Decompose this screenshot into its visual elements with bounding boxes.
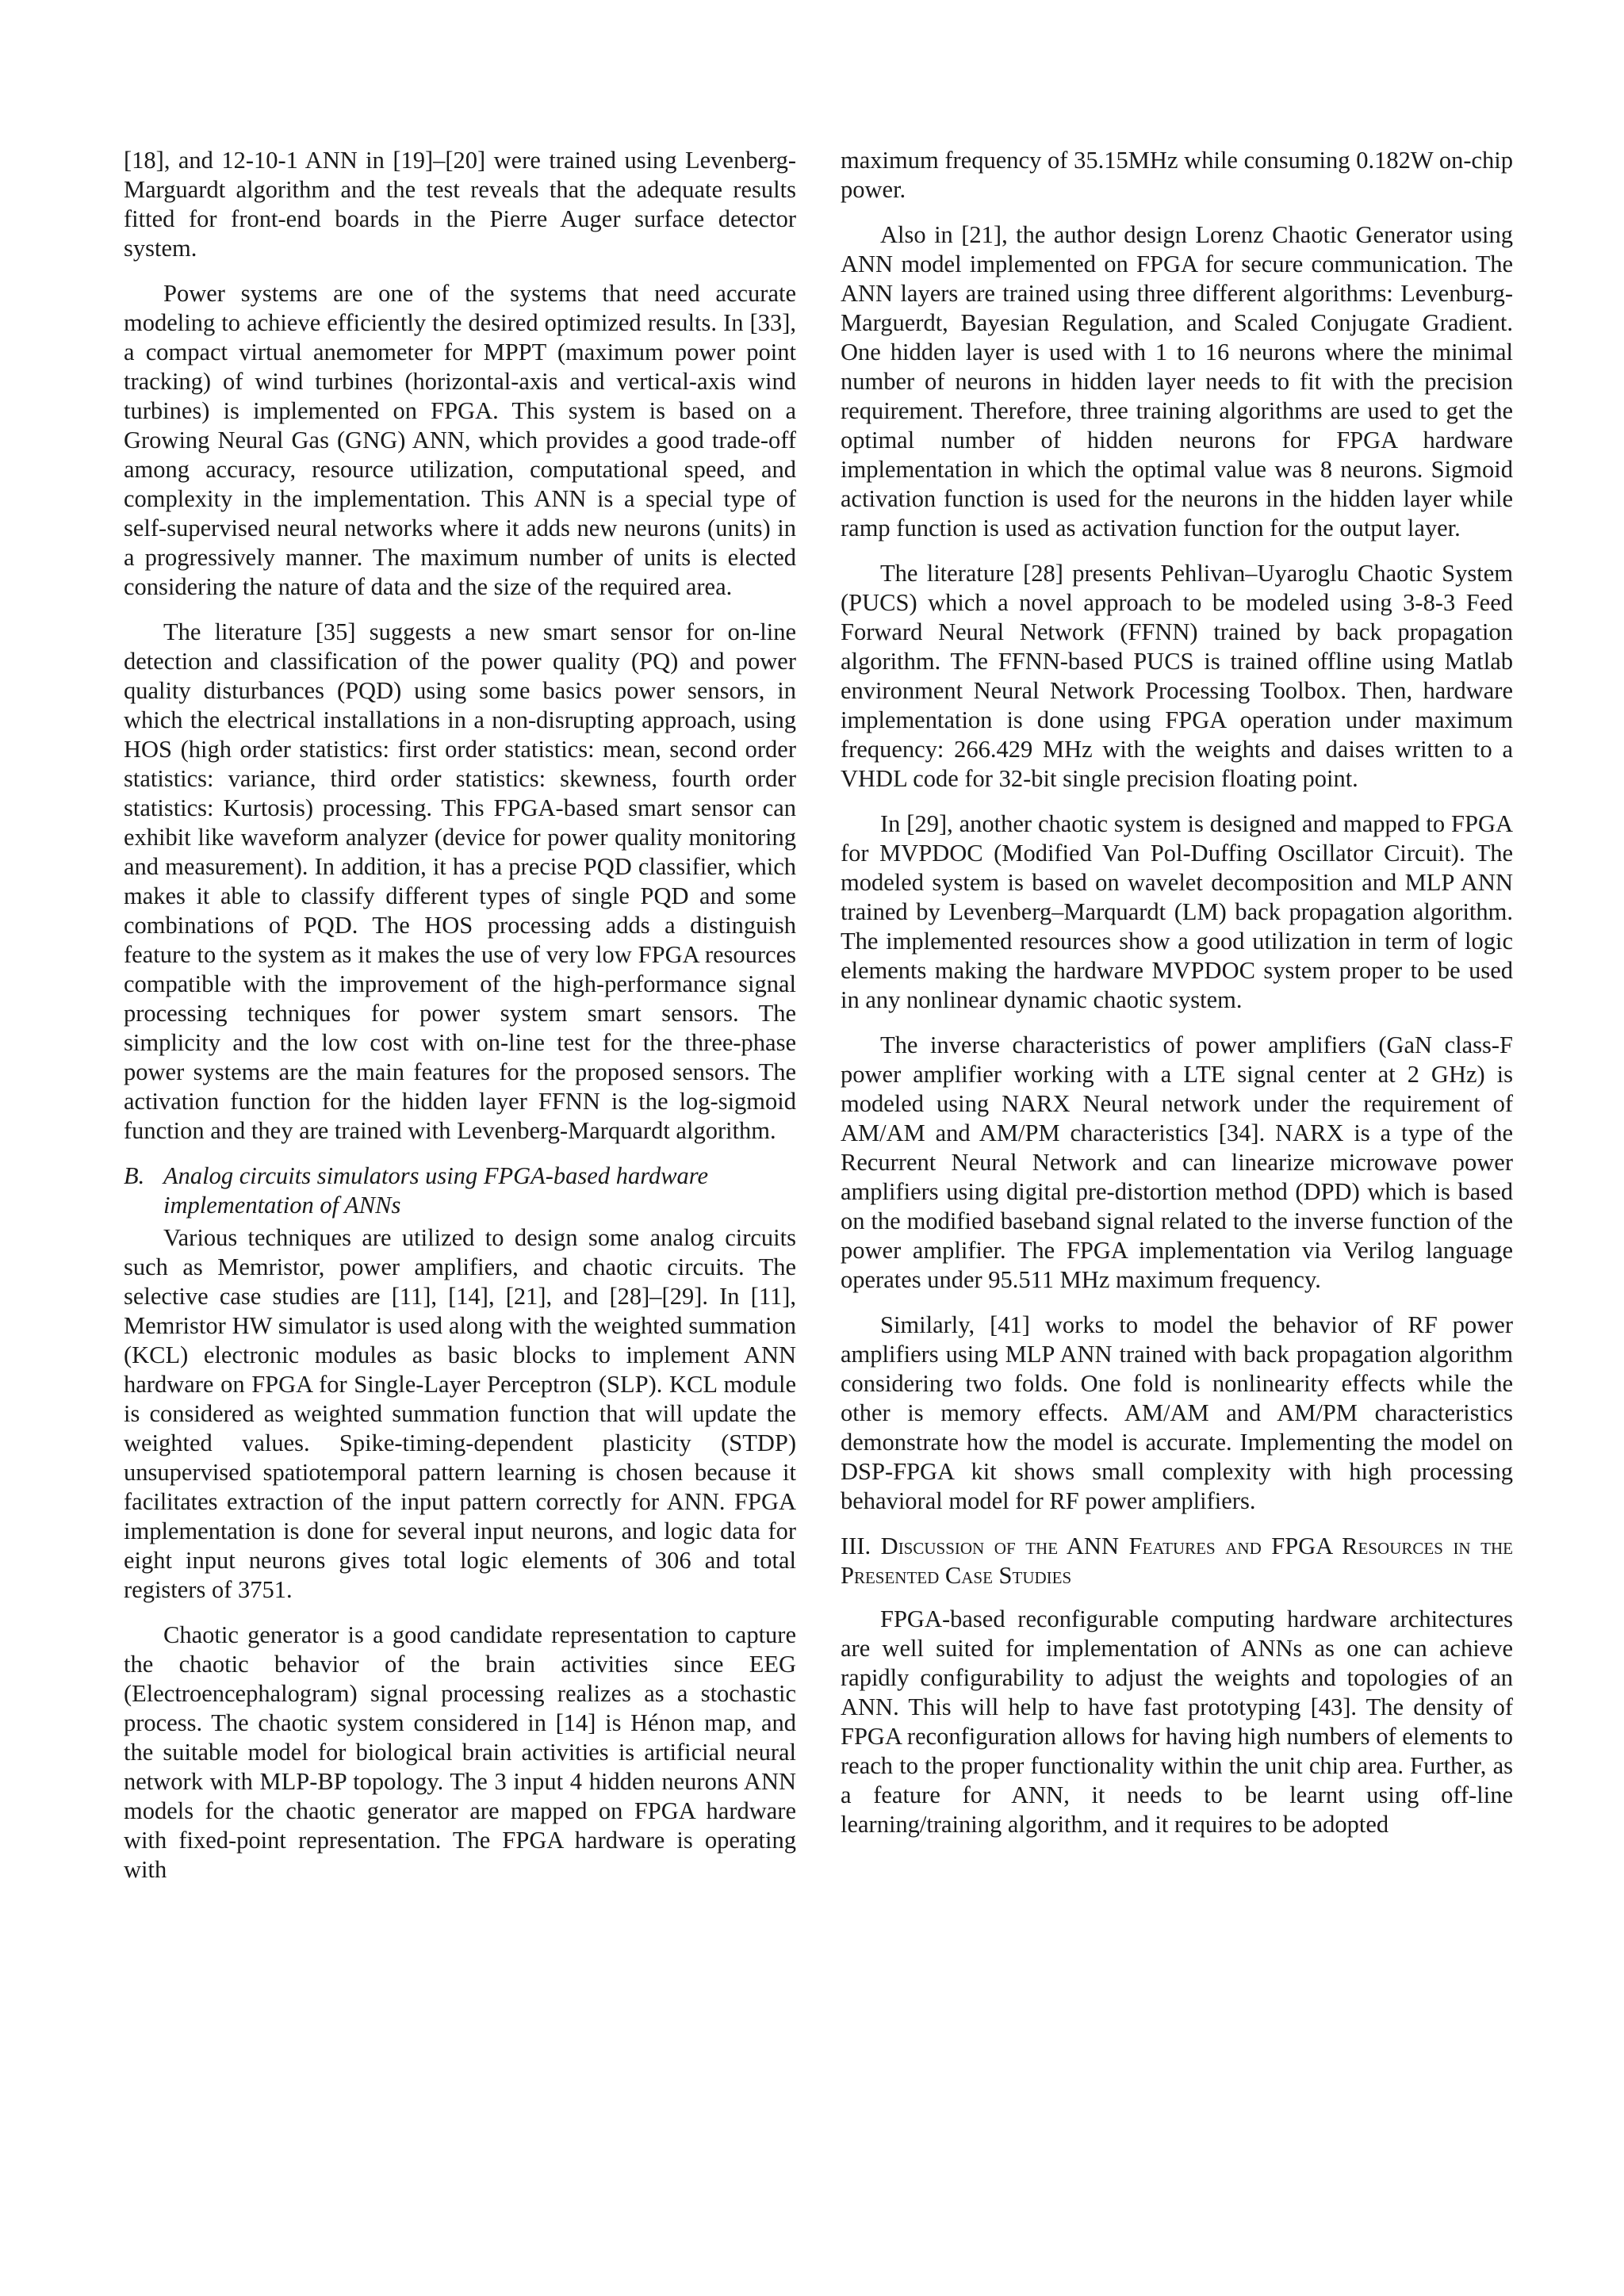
left-column (124, 146, 796, 1885)
subsection-title: Analog circuits simulators using FPGA-based hardware implementation of ANNs (163, 1162, 709, 1219)
paragraph-left-2: Power systems are one of the systems that need accurate modeling to achieve efficiently the desired optimized results. In [33], a compact virtual anemometer for MPPT (maximum power point tracking) of wind turbines (horizontal-axis and vertical-axis wind turbines) is implemented on FPGA. This system is based on a Growing Neural Gas (GNG) ANN, which provides a good trade-off among accuracy, resource utilization, computational speed, and complexity in the implementation. This ANN is a special type of self-supervised neural networks where it adds new neurons (units) in a progressively manner. The maximum number of units is elected considering the nature of data and the size of the required area. (124, 280, 796, 600)
paragraph-left-5: Chaotic generator is a good candidate representation to capture the chaotic behavior of the brain activities since EEG (Electroencephalogram) signal processing realizes as a stochastic process. The chaotic system considered in [14] is Hénon map, and the suitable model for biological brain activities is artificial neural network with MLP-BP topology. The 3 input 4 hidden neurons ANN models for the chaotic generator are mapped on FPGA hardware with fixed-point representation. The FPGA hardware is operating with (124, 1621, 796, 1883)
paragraph-left-4: Various techniques are utilized to design some analog circuits such as Memristor, power amplifiers, and chaotic circuits. The selective case studies are [11], [14], [21], and [28]–[29]. In [11], Memristor HW simulator is used along with the weighted summation (KCL) electronic modules as basic blocks to implement ANN hardware on FPGA for Single-Layer Perceptron (SLP). KCL module is considered as weighted summation function that will update the weighted values. Spike-timing-dependent plasticity (STDP) unsupervised spatiotemporal pattern learning is chosen because it facilitates extraction of the input pattern correctly for ANN. FPGA implementation is done for several input neurons, and logic data for eight input neurons gives total logic elements of 306 and total registers of 3751. (124, 1224, 796, 1603)
subsection-heading-b (124, 1161, 796, 1220)
section-heading-iii: III. Discussion of the ANN Features and FPGA Resources in the Presented Case Studies (841, 1533, 1513, 1589)
paragraph-right-1: maximum frequency of 35.15MHz while consuming 0.182W on-chip power. (841, 147, 1513, 203)
paragraph-right-6: Similarly, [41] works to model the behavior of RF power amplifiers using MLP ANN trained with back propagation algorithm considering two folds. One fold is nonlinearity effects while the other is memory effects. AM/AM and AM/PM characteristics demonstrate how the model is accurate. Implementing the model on DSP-FPGA kit shows small complexity with high processing behavioral model for RF power amplifiers. (841, 1311, 1513, 1514)
paragraph-left-1: [18], and 12-10-1 ANN in [19]–[20] were trained using Levenberg-Marguardt algorithm and the test reveals that the adequate results fitted for front-end boards in the Pierre Auger surface detector system. (124, 147, 796, 262)
paragraph-right-2: Also in [21], the author design Lorenz Chaotic Generator using ANN model implemented on FPGA for secure communication. The ANN layers are trained using three different algorithms: Levenburg-Marguerdt, Bayesian Regulation, and Scaled Conjugate Gradient. One hidden layer is used with 1 to 16 neurons where the minimal number of neurons in hidden layer needs to fit with the precision requirement. Therefore, three training algorithms are used to get the optimal number of hidden neurons for FPGA hardware implementation in which the optimal value was 8 neurons. Sigmoid activation function is used for the neurons in the hidden layer while ramp function is used as activation function for the output layer. (841, 221, 1513, 541)
right-column (841, 146, 1513, 1839)
paragraph-right-7: FPGA-based reconfigurable computing hardware architectures are well suited for implementation of ANNs as one can achieve rapidly configurability to adjust the weights and topologies of an ANN. This will help to have fast prototyping [43]. The density of FPGA reconfiguration allows for having high numbers of elements to reach to the proper functionality within the unit chip area. Further, as a feature for ANN, it needs to be learnt using off-line learning/training algorithm, and it requires to be adopted (841, 1605, 1513, 1838)
paragraph-right-5: The inverse characteristics of power amplifiers (GaN class-F power amplifier working with a LTE signal center at 2 GHz) is modeled using NARX Neural network under the requirement of AM/AM and AM/PM characteristics [34]. NARX is a type of the Recurrent Neural Network and can linearize microwave power amplifiers using digital pre-distortion method (DPD) which is based on the modified baseband signal related to the inverse function of the power amplifier. The FPGA implementation via Verilog language operates under 95.511 MHz maximum frequency. (841, 1031, 1513, 1293)
subsection-letter: B. (124, 1162, 145, 1189)
paragraph-right-3: The literature [28] presents Pehlivan–Uyaroglu Chaotic System (PUCS) which a novel approach to be modeled using 3-8-3 Feed Forward Neural Network (FFNN) trained by back propagation algorithm. The FFNN-based PUCS is trained offline using Matlab environment Neural Network Processing Toolbox. Then, hardware implementation is done using FPGA operation under maximum frequency: 266.429 MHz with the weights and daises written to a VHDL code for 32-bit single precision floating point. (841, 560, 1513, 792)
paragraph-right-4: In [29], another chaotic system is designed and mapped to FPGA for MVPDOC (Modified Van Pol-Duffing Oscillator Circuit). The modeled system is based on wavelet decomposition and MLP ANN trained by Levenberg–Marquardt (LM) back propagation algorithm. The implemented resources show a good utilization in term of logic elements making the hardware MVPDOC system proper to be used in any nonlinear dynamic chaotic system. (841, 810, 1513, 1013)
paragraph-left-3: The literature [35] suggests a new smart sensor for on-line detection and classification of the power quality (PQ) and power quality disturbances (PQD) using some basics power sensors, in which the electrical installations in a non-disrupting approach, using HOS (high order statistics: first order statistics: mean, second order statistics: variance, third order statistics: skewness, fourth order statistics: Kurtosis) processing. This FPGA-based smart sensor can exhibit like waveform analyzer (device for power quality monitoring and measurement). In addition, it has a precise PQD classifier, which makes it able to classify different types of single PQD and some combinations of PQD. The HOS processing adds a distinguish feature to the system as it makes the use of very low FPGA resources compatible with the improvement of the high-performance signal processing techniques for power system smart sensors. The simplicity and the low cost with on-line test for the three-phase power systems are the main features for the proposed sensors. The activation function for the hidden layer FFNN is the log-sigmoid function and they are trained with Levenberg-Marquardt algorithm. (124, 618, 796, 1144)
